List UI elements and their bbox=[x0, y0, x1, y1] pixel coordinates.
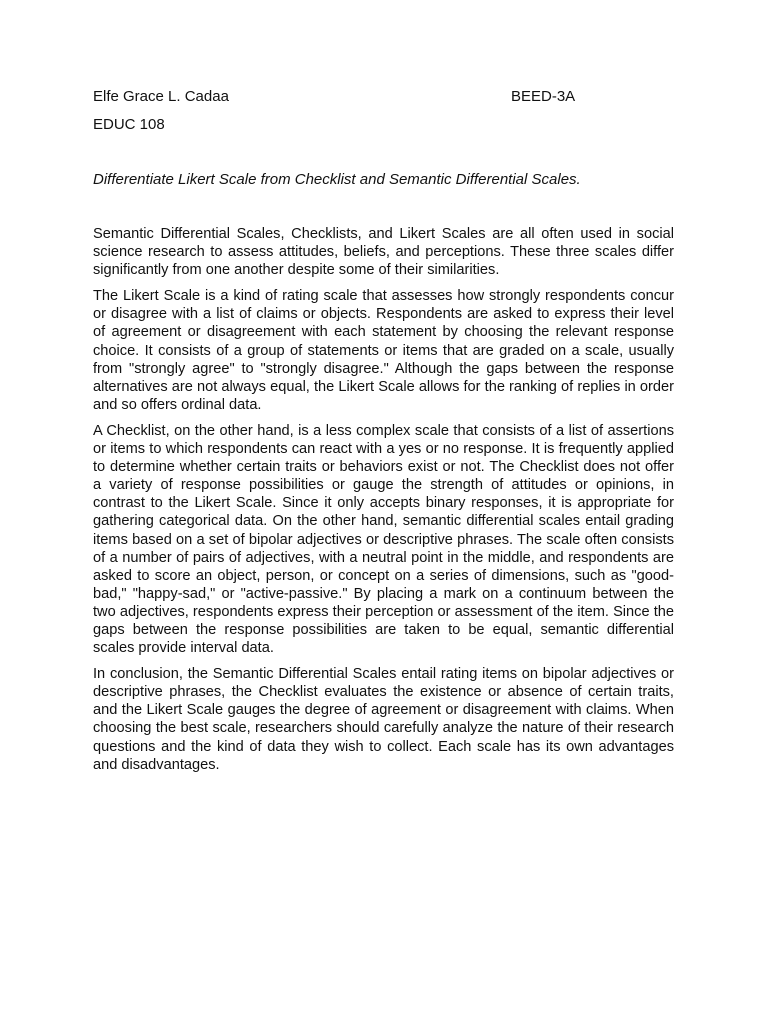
course-code: EDUC 108 bbox=[93, 116, 165, 133]
paragraph-introduction: Semantic Differential Scales, Checklists, and Likert Scales are all often used in social science research to assess attitudes, beliefs, and perceptions. These three scales differ significantly from one another despite some of their similarities. bbox=[93, 226, 674, 279]
author-name: Elfe Grace L. Cadaa bbox=[93, 88, 229, 105]
essay-prompt: Differentiate Likert Scale from Checklist and Semantic Differential Scales. bbox=[93, 171, 581, 188]
paragraph-likert-scale: The Likert Scale is a kind of rating scale that assesses how strongly respondents concur or disagree with a list of claims or objects. Respondents are asked to express their level of agreement or disagreement with each statement by choosing the relevant response choice. It consists of a group of statements or items that are graded on a scale, usually from "strongly agree" to "strongly disagree." Although the gaps between the response alternatives are not always equal, the Likert Scale allows for the ranking of replies in order and so offers ordinal data. bbox=[93, 288, 674, 413]
paragraph-checklist-semantic: A Checklist, on the other hand, is a less complex scale that consists of a list of assertions or items to which respondents can react with a yes or no response. It is frequently applied to determine whether certain traits or behaviors exist or not. The Checklist does not offer a variety of response possibilities or gauge the strength of attitudes or opinions, in contrast to the Likert Scale. Since it only accepts binary responses, it is appropriate for gathering categorical data. On the other hand, semantic differential scales entail grading items based on a set of bipolar adjectives or descriptive phrases. The scale often consists of a number of pairs of adjectives, with a neutral point in the middle, and respondents are asked to score an object, person, or concept on a series of dimensions, such as "good-bad," "happy-sad," or "active-passive." By placing a mark on a continuum between the two adjectives, respondents express their perception or assessment of the item. Since the gaps between the response possibilities are taken to be equal, semantic differential scales provide interval data. bbox=[93, 422, 674, 657]
essay-body bbox=[93, 225, 674, 782]
paragraph-conclusion: In conclusion, the Semantic Differential Scales entail rating items on bipolar adjectives or descriptive phrases, the Checklist evaluates the existence or absence of certain traits, and the Likert Scale gauges the degree of agreement or disagreement with claims. When choosing the best scale, researchers should carefully analyze the nature of their research questions and the kind of data they wish to collect. Each scale has its own advantages and disadvantages. bbox=[93, 666, 674, 773]
document-header bbox=[93, 88, 683, 108]
class-section: BEED-3A bbox=[511, 88, 576, 105]
